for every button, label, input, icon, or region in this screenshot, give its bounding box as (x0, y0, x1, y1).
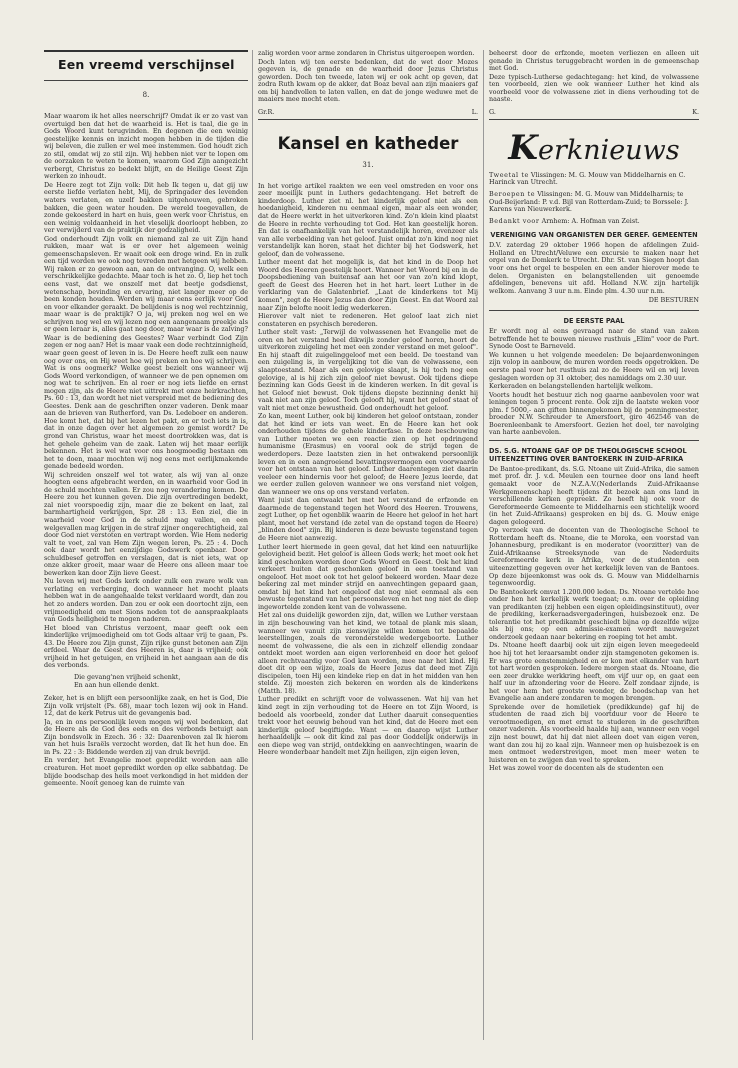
paragraph: Kerkeraden en belangstellenden hartelijk welkom. (489, 382, 653, 391)
paragraph: Het bloed van Christus verzoent, maar geeft ook een kinderlijke vrijmoedigheid om tot Gods altaar vrij te gaan, Ps. 43. De Heere zou Zijn gunst, Zijn rijke gunst betonen aan Zijn erfdeel. Waar de Geest des Heeren is, daar is vrijheid; ook vrijheid in het getuigen, en vrijheid in het aangaan aan de dis des verbonds. (44, 623, 248, 670)
poem-line: Die gevang'nen vrijheid schenkt, (74, 672, 181, 681)
paragraph: Luther predikt en schrijft voor de volwassenen. Wat hij van het kind zegt in zijn verhouding tot de Heere en tot Zijn Woord, is bedoeld als voorbeeld, zonder dat Luther daaruit consequenties trekt voor het eeuwig behoud van het kind, dat de Heere met een kinderlijk geloof begiftigde. Want — en daarop wijst Luther herhaaldelijk — ook dit kind zal pas door Goddelijk onderwijs in een diepe weg van strijd, ontdekking en aanvechtingen, waarin de Heere wonderbaar handelt met Zijn heiligen, zijn eigen leven, (258, 695, 478, 757)
column-kansel (258, 50, 478, 758)
paragraph: Maar waarom ik het alles neerschrijf? Omdat ik er zo vast van overtuigd ben dat het de waarheid is. Het is taal, die ge in Gods Woord kunt terugvinden. En degenen die een weinig geestelijke kennis en inzicht mogen hebben in de tijden die wij beleven, die zullen er wel mee instemmen. God houdt zich zo stil, omdat wij zo stil zijn. Wij hebben niet ver te lopen om de oorzaken te weten te komen, waarom God Zijn aangezicht verbergt, Christus zo bedekt blijft, en de Heilige Geest Zijn werken zo inhoudt. (44, 112, 248, 181)
paragraph: Op verzoek van de docenten van de Theologische School te Rotterdam heeft ds. Ntoane, die te Moroka, een voorstad van Johannesburg, predikant is en moderator (voorzitter) van de Zuid-Afrikaanse Streeksynode van de Nederduits Gereformeerde kerk in Afrika, voor de studenten een uiteenzetting gegeven over het kerkelijk leven van de Bantoes. Op deze bijeenkomst was ook ds. G. Mouw van Middelharnis tegenwoordig. (489, 526, 699, 588)
paragraph: Zeker, het is en blijft een persoonlijke zaak, en het is God, Die Zijn volk vrijstelt (Ps. 68), maar toch lezen wij ook in Hand. 12, dat de kerk Petrus uit de gevangenis bad. (44, 694, 248, 718)
article-number: 31. (362, 160, 374, 169)
article-title-vreemd: Een vreemd verschijnsel (58, 57, 235, 72)
signature-right: L. (471, 107, 478, 116)
article-title-kansel: Kansel en katheder (277, 133, 459, 153)
news-item (489, 191, 699, 214)
paragraph: beheerst door de erfzonde, moeten verliezen en alleen uit genade in Christus teruggebracht worden in de gemeenschap met God. (489, 50, 699, 73)
divider-rule (489, 119, 699, 120)
paragraph: D.V. zaterdag 29 oktober 1966 hopen de afdelingen Zuid-Holland en Utrecht/Veluwe een excursie te maken naar het orgel van de Domkerk te Utrecht. Dhr. St. van Siegen hoopt dan voor ons het orgel te bespelen en een ander hierover mede te delen. Organisten en belangstellenden uit genoemde afdelingen, benevens uit afd. Holland N.W. zijn hartelijk welkom. Aanvang 3 uur n.m. Einde plm. 4.30 uur n.m. (489, 241, 699, 295)
signature (489, 108, 699, 116)
paragraph: Hierover valt niet te redeneren. Het geloof laat zich niet constateren en psychisch berederen. (258, 312, 478, 328)
paragraph: De Bantoekerk omvat 1.200.000 leden. Ds. Ntoane vertelde hoe onder hen het kerkelijk werk toegaat; o.m. over de opleiding van predikanten (zij hebben een eigen opleidingsinstituut), over de prediking, kerkeraadsvergaderingen, huisbezoek enz. De tolerantie tot het predikambt geschiedt bijna op dezelfde wijze als bij ons; op een admissie-examen wordt nauwgezet onderzoek gedaan naar bekering en roeping tot het ambt. (489, 587, 699, 641)
signature-left: G. (489, 107, 496, 116)
divider-rule (489, 440, 699, 441)
paragraph: Zo kan, meent Luther, ook bij kinderen het geloof ontstaan, zonder dat het kind er iets van weet. En de Heere kan het ook onderhouden tijdens de gehele kinderfase. In deze beschouwing van Luther moeten we een reactie zien op het opdringend humanisme (Erasmus) en vooral ook de strijd tegen de wederdopers. Deze laatsten zien in het ontwakend persoonlijk leven en in een aangroeiend bevattingsvermogen een voorwaarde voor het ontstaan van het geloof. Luther daarentegen ziet daarin veeleer een hindernis voor het geloof; de Heere Jezus leerde, dat we eerder zullen geloven wanneer we ons verstand niet volgen, dan wanneer we ons op ons verstand verlaten. (258, 412, 478, 496)
news-text: Vlissingen: M. G. Mouw van Middelharnis en C. Harinck van Utrecht. (489, 170, 686, 187)
title-rule (44, 80, 248, 81)
article-number: 8. (142, 91, 150, 99)
paragraph: Luther leert hiermede in geen geval, dat het kind een natuurlijke gelovigheid bezit. Het geloof is alleen Gods werk; het moet ook het kind geschonken worden door Gods Woord en Geest. Ook het kind verkeert buiten dat geschonken geloof in een toestand van ongeloof. Het moet ook tot het geloof bekeerd worden. Maar deze bekering zal met minder strijd en aanvechtingen gepaard gaan, omdat bij het kind het ongeloof dat nog niet eenmaal als een bewuste tegenstand van het persoonsleven en het nog niet de diep ingewortelde zonden kent van de volwassene. (258, 542, 478, 611)
paragraph: En verder, het Evangelie moet gepredikt worden aan alle creaturen. Het moet gepredikt worden op elke sabbatdag. De blijde boodschap des heils moet verkondigd in het midden der gemeente. Nooit genoeg kan de ruimte van (44, 756, 248, 788)
paragraph: Ds. Ntoane heeft daarbij ook uit zijn eigen leven meegedeeld hoe hij tot het leraarsambt onder zijn stamgenoten gekomen is. Er was grote eenstemmigheid en er kon met elkander van hart tot hart worden gesproken. Iedere morgen staat ds. Ntoane, die een zeer drukke werkkring heeft, om vijf uur op, en gaat een half uur in afzondering voor de Heere. Zelf zondaar zijnde, is het voor hem het grootste wonder, de boodschap van het Evangelie aan andere zondaren te mogen brengen. (489, 641, 699, 703)
paragraph: Luther meent dat het mogelijk is, dat het kind in de Doop het Woord des Heeren geestelijk hoort. Wanneer het Woord bij en in de Doopsbediening van buitensaf aan het oor van zo'n kind klopt, geeft de Geest des Heeren het in het hart. leert Luther in de verklaring van de Galatenbrief. „Laat de kinderkens tot Mij komen", zegt de Heere Jezus dan door Zijn Geest. En dat Woord zal naar Zijn belofte nooit ledig wederkeren. (258, 258, 478, 312)
title-rest: erknieuws (537, 134, 680, 166)
top-rule (44, 50, 248, 52)
news-item (489, 172, 699, 187)
divider-rule (489, 310, 699, 311)
ds-heading: DS. S.G. NTOANE GAF OP DE THEOLOGISCHE SCHOOL UITEENZETTING OVER BANTOEKERK IN ZUID-AFRIKA (489, 446, 687, 463)
paragraph: Het was zowel voor de docenten als de studenten een (489, 764, 664, 773)
news-text: Vlissingen: M. G. Mouw van Middelharnis; te Oud-Beijerland: P. v.d. Bijl van Rotterdam-Zuid; te Borssele: J. Karens van Nieuwerkerk. (489, 190, 689, 214)
divider-rule (258, 119, 478, 120)
poem-line: En aan hun ellende denkt. (74, 680, 160, 689)
paragraph: Voorts houdt het bestuur zich nog gaarne aanbevolen voor wat leningen tegen 5 procent rente. Ook zijn de laatste weken voor plm. f 5000,- aan giften binnengekomen bij de penningmeester, broeder N.W. Schreuder te Amersfoort, giro 462546 van de Boerenleenbank te Amersfoort. Gezien het doel, ter navolging van harte aanbevolen. (489, 390, 699, 437)
paragraph: Ja, en in ons persoonlijk leven mogen wij wel bedenken, dat de Heere als de God des eeds en des verbonds betuigt aan Zijn bondsvolk in Ezech. 36 : 32: Daarenboven zal Ik hierom van het huis Israëls verzocht worden, dat Ik het hun doe. En in Ps. 22 : 3: Biddende werden zij van druk bevrijd. (44, 717, 248, 756)
org-heading: VERENIGING VAN ORGANISTEN DER GEREF. GEMEENTEN (490, 231, 698, 240)
paal-heading: DE EERSTE PAAL (563, 317, 625, 326)
paragraph: In het vorige artikel raakten we een veel omstreden en voor ons zeer moeilijk punt in Luthers gedachtengang. Het betreft de kinderdoop. Luther ziet nl. het kinderlijk geloof niet als een hoedanigheid, kinderen nu eenmaal eigen, maar als een wonder, dat de Heere werkt in het uitverkoren kind. Zo'n klein kind plaatst de Heere in rechte verhouding tot God. Het kan geestelijk horen. En dat is onafhankelijk van het verstandelijk horen, evenzeer als van alle verbeelding van het geloof. Juist omdat zo'n kind nog niet verstandelijk kan horen, staat het dichter bij het Godswerk, het geloof, dan de volwassene. (258, 181, 478, 258)
paragraph: Wij schreiden onszelf wel tot water, als wij van al onze hoogten eens afgebracht werden, en in waarheid voor God in de schuld mochten vallen. Er zou nog verandering komen. De Heere zou het kunnen geven. Die zijn overtredingen bedekt, zal niet voorspoedig zijn, maar die ze bekent en laat, zal barmhartigheid verkrijgen, Spr. 28 : 13. Een ziel, die in waarheid voor God in de schuld mag vallen, en een welgevallen mag krijgen in de straf zijner ongerechtigheid, zal door God niet verstoten en vertrapt worden. Wie Hem nederig valt te voet, zal van Hem Zijn wegen leren, Ps. 25 : 4. Doch ook daar wordt het eenzijdige Godswerk openbaar. Door schuldbesef getroffen en verslagen, dat is niet iets, wat op onze akker groeit, maar waar de Heere ons alleen maar toe bewerken kan door Zijn lieve Geest. (44, 470, 248, 577)
paragraph: Nu leven wij met Gods kerk onder zulk een zware wolk van verlating en verberging, doch wanneer het mocht plaats hebben wat in de aangehaalde tekst verklaard wordt, dan zou het zo anders worden. Dan zou er ook een doortocht zijn, een vrijmoedigheid om met Sions noden tot de aanspraakplaats van Gods heiligheid te mogen naderen. (44, 577, 248, 624)
paragraph: Deze typisch-Lutherse gedachtegang: het kind, de volwassene ten voorbeeld, zien we ook wanneer Luther het kind als voorbeeld voor de volwassene ziet in diens verhouding tot de naaste. (489, 72, 699, 104)
signature-left: Gr.R. (258, 107, 275, 116)
news-label: Beroepen te (489, 190, 536, 199)
paragraph: De Heere zegt tot Zijn volk: Dit heb Ik tegen u, dat gij uw eerste liefde verlaten hebt, Mij, de Springader des levenden waters verlaten, en uzelf bakken uitgehouwen, gebroken bakken, die geen water houden. De wereld toegevallen, de zonde gekoesterd in hart en huis, geen werk voor Christus, en een weinig voldaanheid in het vleselijk doorloopt hebben, zo ver verwijderd van de praktijk der godzaligheid. (44, 180, 248, 235)
title-initial: K (508, 127, 538, 168)
paragraph: God onderhoudt Zijn volk en niemand zal ze uit Zijn hand rukken, maar wat is er over het algemeen weinig gemeenschapsleven. Er waait ook een droge wind. En in zulk een tijd worden we ook nog tevreden met hetgeen wij hebben. Wij raken er zo gewoon aan, aan de ontvanging. O, welk een verschrikkelijke gedachte. Maar toch is het zo. O, liep het toch eens vast, dat we onszelf met dat beetje godsdienst, wetenschap, bevinding en ervaring, niet langer meer op de been konden houden. Werden wij maar eens eerlijk voor God en voor elkander geraakt. De belijdenis is nog wel rechtzinnig, maar waar is de praktijk? O ja, wij preken nog wel en we schrijven nog wel en wij lezen nog een aangenaam preekje als er geen leraar is, alles gaat nog door, maar waar is de zalving? (44, 234, 248, 334)
news-text: Arnhem: A. Hofman van Zeist. (541, 216, 640, 225)
column-divider (483, 50, 484, 1040)
paragraph: De Bantoe-predikant, ds. S.G. Ntoane uit Zuid-Afrika, die samen met prof. dr. J. v.d. Meulen een tournee door ons land heeft gemaakt voor de N.Z.A.V.(Nederlands Zuid-Afrikaanse Werkgemeenschap) heeft tijdens dit bezoek aan ons land in verschillende kerken gepreekt. Zo heeft hij ook voor de Gereformeerde Gemeente te Middelharnis een stichtelijk woord (in het Zuid-Afrikaans) gesproken en bij ds. G. Mouw enige dagen gelogeerd. (489, 464, 699, 526)
signature (258, 108, 478, 116)
paragraph: Doch laten wij ten eerste bedenken, dat de wet door Mozes gegeven is, de genade en de waarheid door Jezus Christus geworden. Doch ten tweede, laten wij er ook acht op geven, dat zodra Ruth kwam op de akker, dat Boaz beval aan zijn maaiers gaf om bij handvollen te laten vallen, en dat de jonge weduwe met de maaiers mee mocht eten. (258, 57, 478, 104)
column-kerknieuws (489, 50, 699, 774)
column-divider (252, 50, 253, 1040)
poem-quote (74, 674, 248, 689)
news-label: Tweetal te (489, 170, 529, 179)
section-title-kerknieuws (489, 128, 699, 168)
paragraph: Er wordt nog al eens gevraagd naar de stand van zaken betreffende het te bouwen nieuwe rusthuis „Elim" voor de Part. Synode Oost te Barneveld. (489, 327, 699, 351)
paragraph: Luther stelt vast: „Terwijl de volwassenen het Evangelie met de oren en het verstand heel dikwijls zonder geloof horen, hoort de uitverkoren zuigeling het met een zonder verstand en met geloof". En hij staaft dit zuigelinggeloof met een beeld. De toestand van een zuigeling is, in vergelijking tot die van de volwassene, een slaaptoestand. Maar als een gelovige slaapt, is hij toch nog een gelovige, al is hij zich zijn geloof niet bewust. Ook tijdens diepe bezinning kan Gods Geest in de kinderen werken. In dit geval is het Geloof niet bewust. Ook tijdens diepste bezinning denkt hij vaak niet aan zijn geloof. Toch gelooft hij, want het geloof staat of valt niet met onze bewustheid. God onderhoudt het geloof. (258, 328, 478, 412)
paragraph: Het zal ons duidelijk geworden zijn, dat, willen we Luther verstaan in zijn beschouwing van het kind, we totaal de plank mis slaan, wanneer we vanuit zijn zienswijze willen komen tot bepaalde leerstellingen, zoals de veronderstelde wedergeboorte. Luther neemt de volwassene, die als een in zichzelf ellendig zondaar ontdekt moet worden aan eigen verlorenheid en door het geloof alleen rechtvaardig voor God kan worden, mee naar het kind. Hij doet dit op een wijze, zoals de Heere Jezus dat deed met Zijn discipelen, toen Hij een kindeke riep en dat in het midden van hen stelde. Zij moesten zich bekeren en worden als de kinderkens (Matth. 18). (258, 611, 478, 695)
paragraph: We kunnen u het volgende meedelen: De bejaardenwoningen zijn volop in aanbouw, de muren worden reeds opgetrokken. De eerste paal voor het rusthuis zal zo de Heere wil en wij leven geslagen worden op 31 oktober, des namiddags om 2.30 uur. (489, 350, 699, 382)
paragraph: zalig worden voor arme zondaren in Christus uitgeroepen worden. (258, 50, 475, 57)
news-label: Bedankt voor (489, 216, 540, 225)
signature-right: K. (692, 107, 699, 116)
org-signature: DE BESTUREN (648, 296, 699, 305)
paragraph: Sprekende over de homiletiek (predikkunde) gaf hij de studenten de raad zich bij voortduur voor de Heere te verootmoedigen, en met ernst te studeren in de geschriften onzer vaderen. Als voorbeeld haalde hij aan, wanneer een vogel zijn nest bouwt, dat hij dat niet alleen doet van eigen veren, want dan zou hij zo kaal zijn. Wanneer men op huisbezoek is en men ontmoet wederstrevigen, moet men meer weten te luisteren en te zwijgen dan veel te spreken. (489, 702, 699, 764)
paragraph: Waar is de bediening des Geestes? Waar verbindt God Zijn zegen er nog aan? Het is maar vaak een dode rechtzinnigheid, waar geen geest of leven in is. De Heere heeft zulk een nauw oog over ons, en Hij weet hoe wij preken en hoe wij schrijven. Wat is ons oogmerk? Welke geest bezielt ons wanneer wij Gods Woord verkondigen, of wanneer we de pen opnemen om nog wat te schrijven. En al roer er nog iets liefde en ernst mogen zijn, als de Heere niet uittrekt met onze heirkrachten, Ps. 60 : 13, dan wordt het niet verspreid met de bediening des Geestes. Denk aan de geschriften onzer vaderen. Denk maar aan de brieven van Rutherford, van Ds. Ledeboer en anderen. Hoe komt het, dat bij het lezen het pakt, en er toch iets in is, dat in onze dagen over het algemeen zo gemist wordt? De grond van Christus, waar het meest doortrokken was, dat is het gehele geheim van de zaak. Laten wij het maar eerlijk bekennen. Het is wel wat voor ons hoogmoedig bestaan om het te doen, maar mochten wij nog eens met eerlijkmakende genade bedeeld worden. (44, 333, 248, 471)
paragraph: Want juist dan ontwaakt het met het verstand de erfzonde en daarmede de tegenstand tegen het Woord des Heeren. Trouwens, zegt Luther, op het ogenblik waarin de Heere het geloof in het hart plant, moet het verstand (de zetel van de opstand tegen de Heere) „blinden dood" zijn. Bij kinderen is deze bewuste tegenstand tegen de Heere niet aanwezig. (258, 496, 478, 542)
news-item (489, 218, 699, 226)
column-vreemd-verschijnsel (44, 50, 248, 789)
